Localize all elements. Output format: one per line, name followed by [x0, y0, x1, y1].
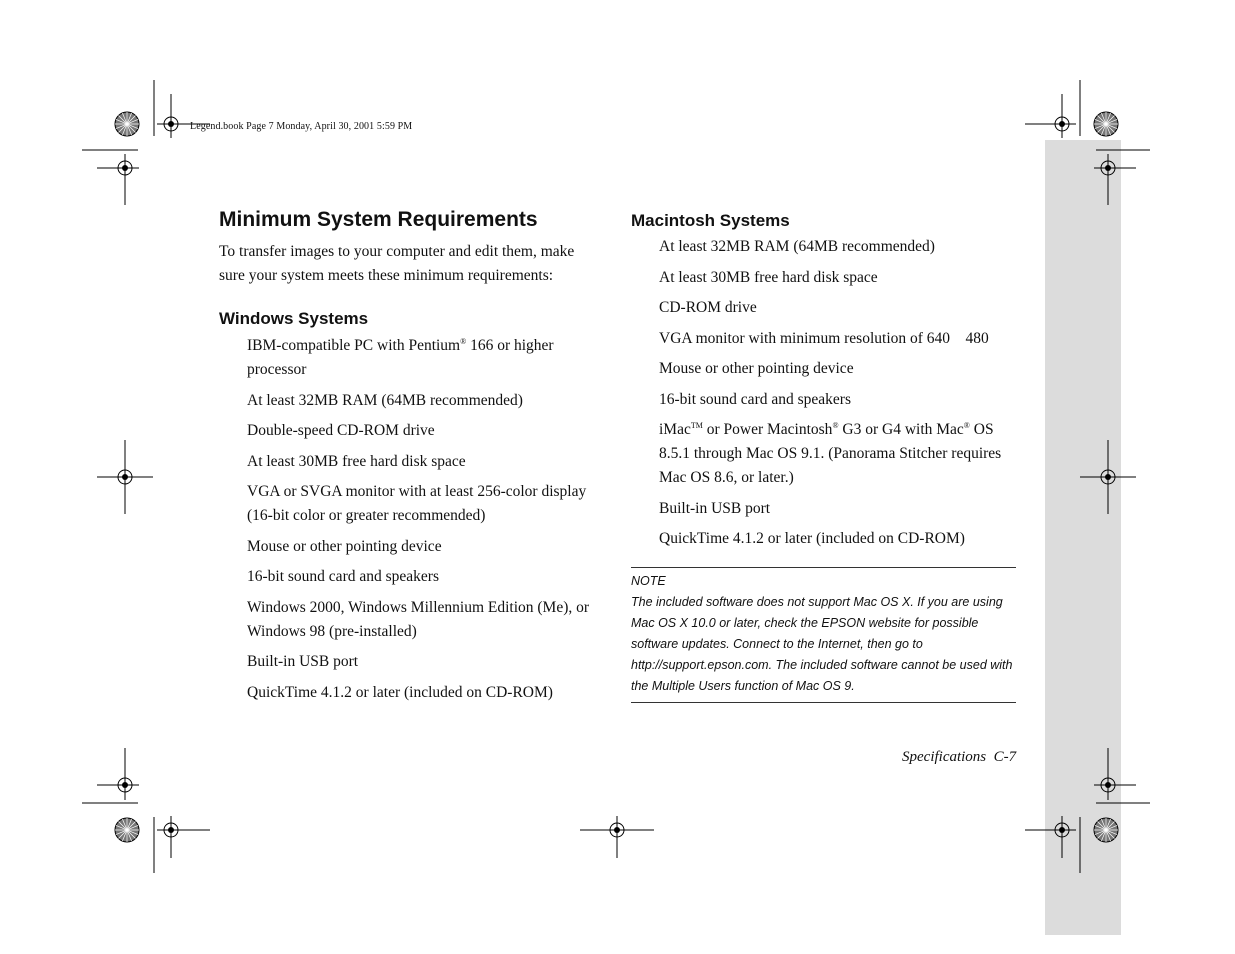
list-item: At least 30MB free hard disk space: [247, 452, 466, 470]
macintosh-heading: Macintosh Systems: [631, 211, 790, 230]
list-item: Built-in USB port: [247, 653, 359, 670]
list-item: IBM-compatible PC with Pentium® 166 or higher processor: [247, 336, 554, 378]
list-item: VGA or SVGA monitor with at least 256-color display (16-bit color or greater recommended): [247, 483, 587, 524]
list-item: Built-in USB port: [659, 499, 771, 517]
list-item: QuickTime 4.1.2 or later (included on CD-ROM): [247, 683, 553, 701]
list-item: At least 32MB RAM (64MB recommended): [247, 391, 523, 409]
note-text: The included software does not support Mac OS X. If you are using Mac OS X 10.0 or later, check the EPSON website for possible software updates. Connect to the Internet, then go to http://support.epson.com. The included software cannot be used with the Multiple Users function of Mac OS 9.: [631, 595, 1013, 693]
note-box: [631, 567, 1016, 703]
list-item: Mouse or other pointing device: [247, 537, 442, 555]
list-item: At least 30MB free hard disk space: [659, 268, 878, 286]
list-item: QuickTime 4.1.2 or later (included on CD-ROM): [659, 530, 965, 547]
intro-paragraph: To transfer images to your computer and edit them, make sure your system meets these minimum requirements:: [219, 243, 575, 284]
windows-heading: Windows Systems: [219, 309, 369, 328]
list-item: Mouse or other pointing device: [659, 360, 854, 377]
list-item: 16-bit sound card and speakers: [247, 568, 439, 585]
list-item: Double-speed CD-ROM drive: [247, 422, 435, 439]
note-label: NOTE: [631, 574, 666, 588]
list-item: CD-ROM drive: [659, 299, 757, 316]
page-title: Minimum System Requirements: [219, 208, 538, 231]
footer-section: Specifications: [902, 749, 987, 765]
mac-requirements-list: [659, 235, 1021, 558]
list-item: Windows 2000, Windows Millennium Edition (Me), or Windows 98 (pre-installed): [247, 598, 590, 640]
list-item: 16-bit sound card and speakers: [659, 390, 851, 408]
windows-requirements-list: [247, 334, 607, 711]
list-item: At least 32MB RAM (64MB recommended): [659, 238, 935, 255]
page-footer: [902, 749, 1016, 766]
print-header: Legend.book Page 7 Monday, April 30, 2001 5:59 PM: [190, 121, 413, 132]
list-item: VGA monitor with minimum resolution of 640 480: [659, 329, 989, 347]
footer-page-number: C-7: [993, 749, 1017, 765]
list-item: iMac™ or Power Macintosh® G3 or G4 with Mac® OS 8.5.1 through Mac OS 9.1. (Panorama Stitcher requires Mac OS 8.6, or later.): [659, 420, 1002, 486]
